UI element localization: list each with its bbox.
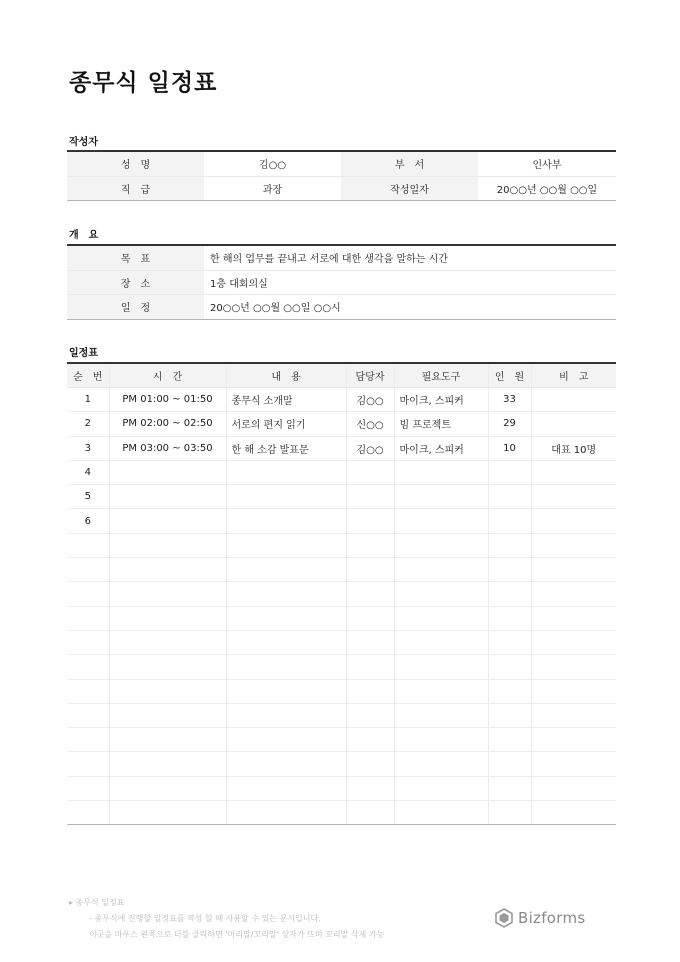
table-cell	[394, 485, 488, 509]
table-cell	[226, 558, 346, 582]
table-cell	[109, 509, 226, 533]
author-table	[67, 150, 616, 201]
table-cell	[531, 509, 616, 533]
table-cell	[346, 485, 394, 509]
table-cell: 김○○	[346, 436, 394, 460]
table-cell	[346, 655, 394, 679]
table-cell	[226, 679, 346, 703]
table-cell	[346, 630, 394, 654]
table-cell: 종무식 소개말	[226, 388, 346, 412]
overview-value: 20○○년 ○○월 ○○일 ○○시	[204, 295, 616, 320]
column-header: 순 번	[67, 363, 109, 388]
table-cell	[109, 558, 226, 582]
table-cell: 29	[488, 412, 531, 436]
overview-section-heading: 개 요	[69, 230, 99, 241]
table-cell	[394, 776, 488, 800]
author-row	[67, 151, 616, 176]
table-cell: 4	[67, 460, 109, 484]
author-section-heading: 작성자	[69, 137, 98, 148]
table-cell: 3	[67, 436, 109, 460]
table-cell	[394, 655, 488, 679]
table-cell: 한 해 소감 발표문	[226, 436, 346, 460]
column-header: 필요도구	[394, 363, 488, 388]
table-cell: 1	[67, 388, 109, 412]
table-cell	[394, 679, 488, 703]
table-row	[67, 460, 616, 484]
footer-line-title: ▸ 종무식 일정표	[69, 898, 125, 907]
table-cell	[394, 558, 488, 582]
table-cell: 6	[67, 509, 109, 533]
table-row	[67, 558, 616, 582]
table-cell	[488, 460, 531, 484]
column-header: 인 원	[488, 363, 531, 388]
bizforms-logo	[494, 908, 586, 928]
table-row	[67, 630, 616, 654]
bizforms-logo-icon	[494, 908, 514, 928]
table-cell	[394, 630, 488, 654]
table-cell	[346, 679, 394, 703]
table-cell	[394, 533, 488, 557]
table-cell	[109, 533, 226, 557]
table-cell	[531, 776, 616, 800]
table-cell: PM 01:00 ~ 01:50	[109, 388, 226, 412]
table-cell: 서로의 편지 읽기	[226, 412, 346, 436]
table-cell: 10	[488, 436, 531, 460]
table-cell	[488, 655, 531, 679]
table-cell: 대표 10명	[531, 436, 616, 460]
schedule-header-row	[67, 363, 616, 388]
table-row	[67, 509, 616, 533]
table-cell: 신○○	[346, 412, 394, 436]
table-cell	[346, 728, 394, 752]
table-cell	[488, 485, 531, 509]
table-cell: 33	[488, 388, 531, 412]
table-cell	[67, 679, 109, 703]
table-cell	[226, 509, 346, 533]
footer-line-instruction: 이곳을 마우스 왼쪽으로 더블 클릭하면 '머리말/꼬리말' 상자가 뜨며 꼬리말 삭제 가능	[89, 930, 385, 939]
author-value: 인사부	[478, 151, 616, 176]
table-cell	[67, 558, 109, 582]
table-cell	[394, 801, 488, 825]
table-cell	[346, 533, 394, 557]
table-cell	[346, 752, 394, 776]
table-cell	[531, 460, 616, 484]
logo-text: Bizforms	[518, 909, 586, 927]
table-cell	[346, 558, 394, 582]
table-cell: 마이크, 스피커	[394, 388, 488, 412]
table-cell	[394, 582, 488, 606]
table-cell	[67, 582, 109, 606]
table-cell	[394, 703, 488, 727]
author-value: 20○○년 ○○월 ○○일	[478, 176, 616, 201]
table-cell	[531, 388, 616, 412]
table-cell	[226, 533, 346, 557]
table-row	[67, 485, 616, 509]
table-row	[67, 728, 616, 752]
overview-value: 1층 대회의실	[204, 270, 616, 295]
table-cell	[488, 776, 531, 800]
table-cell	[226, 655, 346, 679]
column-header: 내 용	[226, 363, 346, 388]
footer-note	[69, 895, 384, 943]
author-row	[67, 176, 616, 201]
table-cell	[531, 752, 616, 776]
table-cell	[109, 679, 226, 703]
table-cell	[346, 582, 394, 606]
table-row	[67, 606, 616, 630]
table-cell	[394, 728, 488, 752]
table-cell	[109, 703, 226, 727]
table-cell	[109, 655, 226, 679]
table-row	[67, 776, 616, 800]
table-row	[67, 679, 616, 703]
table-cell	[109, 728, 226, 752]
page-title: 종무식 일정표	[69, 70, 218, 96]
table-cell	[531, 582, 616, 606]
schedule-section-heading: 일정표	[69, 348, 98, 359]
table-row	[67, 801, 616, 825]
table-cell	[346, 509, 394, 533]
overview-label: 장 소	[67, 270, 204, 295]
table-cell	[67, 533, 109, 557]
table-cell	[346, 703, 394, 727]
table-row	[67, 412, 616, 436]
table-cell	[488, 630, 531, 654]
table-row	[67, 582, 616, 606]
table-cell	[226, 752, 346, 776]
table-cell	[226, 776, 346, 800]
table-row	[67, 752, 616, 776]
author-label: 부 서	[341, 151, 478, 176]
table-cell	[226, 703, 346, 727]
table-cell	[394, 460, 488, 484]
table-cell	[109, 776, 226, 800]
column-header: 비 고	[531, 363, 616, 388]
table-row	[67, 655, 616, 679]
overview-label: 목 표	[67, 245, 204, 270]
column-header: 시 간	[109, 363, 226, 388]
table-cell	[488, 533, 531, 557]
table-cell	[394, 509, 488, 533]
table-cell	[488, 801, 531, 825]
author-value: 김○○	[204, 151, 341, 176]
table-cell: 김○○	[346, 388, 394, 412]
table-cell	[109, 801, 226, 825]
table-cell	[346, 606, 394, 630]
table-cell	[394, 752, 488, 776]
table-cell	[109, 485, 226, 509]
table-cell	[67, 728, 109, 752]
table-cell	[67, 703, 109, 727]
table-cell	[531, 412, 616, 436]
table-row	[67, 703, 616, 727]
table-cell	[531, 485, 616, 509]
overview-row	[67, 295, 616, 320]
table-cell: PM 02:00 ~ 02:50	[109, 412, 226, 436]
table-cell	[531, 728, 616, 752]
table-cell	[531, 533, 616, 557]
footer-line-description: - 종무식에 진행할 일정표를 작성 할 때 사용할 수 있는 문서입니다.	[89, 914, 321, 923]
table-cell	[531, 655, 616, 679]
table-cell	[346, 776, 394, 800]
table-cell	[109, 582, 226, 606]
table-cell	[488, 606, 531, 630]
table-cell	[488, 728, 531, 752]
table-cell	[67, 655, 109, 679]
table-cell	[531, 703, 616, 727]
table-cell	[226, 728, 346, 752]
table-cell	[488, 558, 531, 582]
author-value: 과장	[204, 176, 341, 201]
table-cell	[488, 509, 531, 533]
table-cell	[226, 606, 346, 630]
overview-table	[67, 244, 616, 320]
table-cell	[67, 630, 109, 654]
table-cell	[109, 606, 226, 630]
author-label: 작성일자	[341, 176, 478, 201]
schedule-table	[67, 362, 616, 825]
table-cell	[531, 606, 616, 630]
table-cell: PM 03:00 ~ 03:50	[109, 436, 226, 460]
overview-value: 한 해의 업무를 끝내고 서로에 대한 생각을 말하는 시간	[204, 245, 616, 270]
table-cell: 마이크, 스피커	[394, 436, 488, 460]
table-cell	[226, 630, 346, 654]
overview-label: 일 정	[67, 295, 204, 320]
table-cell	[531, 630, 616, 654]
table-cell	[109, 460, 226, 484]
table-cell	[226, 485, 346, 509]
table-cell	[67, 801, 109, 825]
table-cell	[531, 801, 616, 825]
author-label: 직 급	[67, 176, 204, 201]
table-row	[67, 436, 616, 460]
table-row	[67, 533, 616, 557]
table-cell	[488, 679, 531, 703]
table-cell	[67, 606, 109, 630]
table-cell	[109, 630, 226, 654]
table-cell	[346, 801, 394, 825]
table-cell	[488, 752, 531, 776]
table-cell	[531, 558, 616, 582]
author-label: 성 명	[67, 151, 204, 176]
table-cell: 2	[67, 412, 109, 436]
overview-row	[67, 245, 616, 270]
table-cell	[531, 679, 616, 703]
overview-row	[67, 270, 616, 295]
table-cell	[226, 801, 346, 825]
table-row	[67, 388, 616, 412]
table-cell	[488, 582, 531, 606]
table-cell	[226, 582, 346, 606]
table-cell: 빔 프로젝트	[394, 412, 488, 436]
table-cell	[109, 752, 226, 776]
column-header: 담당자	[346, 363, 394, 388]
table-cell	[346, 460, 394, 484]
table-cell	[226, 460, 346, 484]
table-cell	[67, 752, 109, 776]
table-cell	[67, 776, 109, 800]
table-cell	[394, 606, 488, 630]
table-cell	[488, 703, 531, 727]
table-cell: 5	[67, 485, 109, 509]
